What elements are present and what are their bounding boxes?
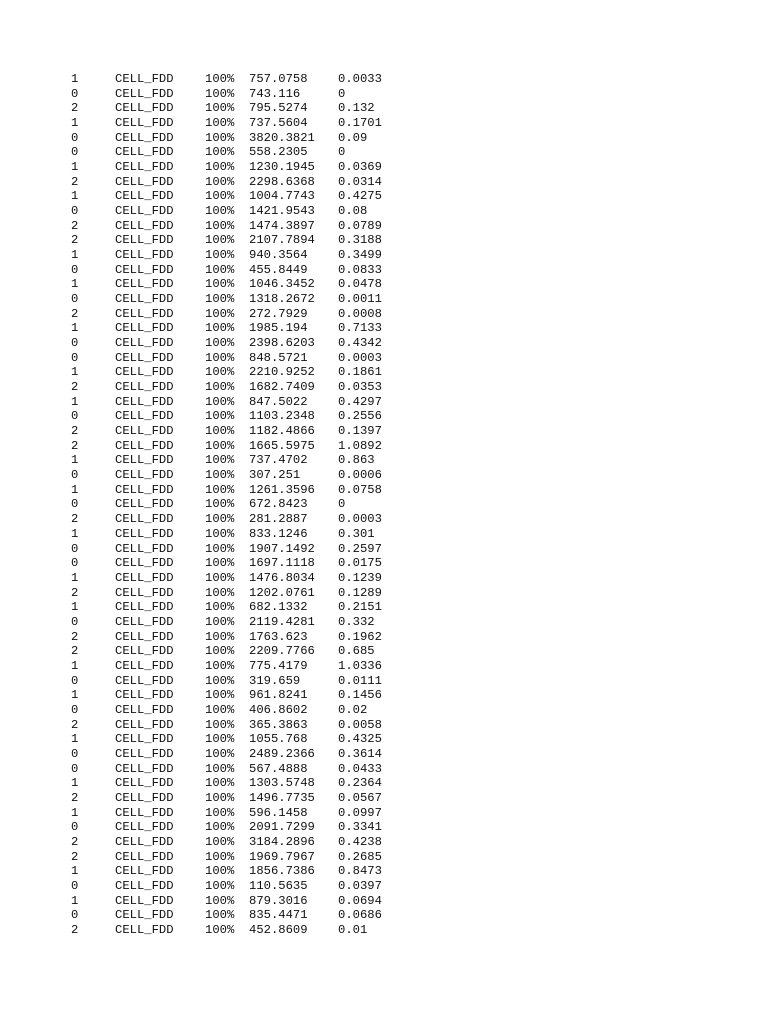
percentage: 100% bbox=[205, 820, 235, 835]
row-index: 2 bbox=[71, 438, 79, 453]
cell-type: CELL_FDD bbox=[115, 174, 174, 189]
percentage: 100% bbox=[205, 160, 235, 175]
cell-type: CELL_FDD bbox=[115, 365, 174, 380]
cell-type: CELL_FDD bbox=[115, 761, 174, 776]
row-index: 2 bbox=[71, 629, 79, 644]
rate-value: 0.2151 bbox=[338, 600, 382, 615]
percentage: 100% bbox=[205, 218, 235, 233]
row-index: 0 bbox=[71, 878, 79, 893]
rate-value: 0.0006 bbox=[338, 468, 382, 483]
percentage: 100% bbox=[205, 189, 235, 204]
cell-type: CELL_FDD bbox=[115, 878, 174, 893]
cell-type: CELL_FDD bbox=[115, 336, 174, 351]
percentage: 100% bbox=[205, 365, 235, 380]
row-index: 1 bbox=[71, 864, 79, 879]
row-index: 0 bbox=[71, 556, 79, 571]
row-index: 2 bbox=[71, 218, 79, 233]
percentage: 100% bbox=[205, 878, 235, 893]
percentage: 100% bbox=[205, 497, 235, 512]
percentage: 100% bbox=[205, 644, 235, 659]
rate-value: 0.8473 bbox=[338, 864, 382, 879]
rate-value: 0.0111 bbox=[338, 673, 382, 688]
percentage: 100% bbox=[205, 72, 235, 86]
rate-value: 0.4238 bbox=[338, 834, 382, 849]
cell-type: CELL_FDD bbox=[115, 864, 174, 879]
rate-value: 0.08 bbox=[338, 204, 368, 219]
percentage: 100% bbox=[205, 922, 235, 937]
rate-value: 0.09 bbox=[338, 130, 368, 145]
cell-type: CELL_FDD bbox=[115, 512, 174, 527]
row-index: 1 bbox=[71, 776, 79, 791]
measure-value: 2398.6203 bbox=[249, 336, 315, 351]
measure-value: 272.7929 bbox=[249, 306, 308, 321]
cell-type: CELL_FDD bbox=[115, 482, 174, 497]
row-index: 2 bbox=[71, 424, 79, 439]
measure-value: 3184.2896 bbox=[249, 834, 315, 849]
measure-value: 3820.3821 bbox=[249, 130, 315, 145]
measure-value: 1303.5748 bbox=[249, 776, 315, 791]
measure-value: 2209.7766 bbox=[249, 644, 315, 659]
rate-value: 0.02 bbox=[338, 702, 368, 717]
rate-value: 0.0789 bbox=[338, 218, 382, 233]
percentage: 100% bbox=[205, 350, 235, 365]
row-index: 2 bbox=[71, 512, 79, 527]
cell-type: CELL_FDD bbox=[115, 805, 174, 820]
cell-type: CELL_FDD bbox=[115, 776, 174, 791]
rate-value: 0.0686 bbox=[338, 908, 382, 923]
cell-type: CELL_FDD bbox=[115, 556, 174, 571]
cell-type: CELL_FDD bbox=[115, 673, 174, 688]
rate-value: 0.0758 bbox=[338, 482, 382, 497]
measure-value: 672.8423 bbox=[249, 497, 308, 512]
rate-value: 0.1289 bbox=[338, 585, 382, 600]
cell-type: CELL_FDD bbox=[115, 834, 174, 849]
measure-value: 2119.4281 bbox=[249, 614, 315, 629]
measure-value: 879.3016 bbox=[249, 893, 308, 908]
row-index: 1 bbox=[71, 248, 79, 263]
row-index: 0 bbox=[71, 673, 79, 688]
cell-type: CELL_FDD bbox=[115, 350, 174, 365]
percentage: 100% bbox=[205, 438, 235, 453]
row-index: 1 bbox=[71, 600, 79, 615]
cell-type: CELL_FDD bbox=[115, 292, 174, 307]
cell-type: CELL_FDD bbox=[115, 262, 174, 277]
percentage: 100% bbox=[205, 908, 235, 923]
row-index: 0 bbox=[71, 614, 79, 629]
measure-value: 775.4179 bbox=[249, 658, 308, 673]
percentage: 100% bbox=[205, 673, 235, 688]
measure-value: 452.8609 bbox=[249, 922, 308, 937]
cell-type: CELL_FDD bbox=[115, 820, 174, 835]
measure-value: 1230.1945 bbox=[249, 160, 315, 175]
percentage: 100% bbox=[205, 614, 235, 629]
percentage: 100% bbox=[205, 482, 235, 497]
percentage: 100% bbox=[205, 380, 235, 395]
percentage: 100% bbox=[205, 453, 235, 468]
cell-type: CELL_FDD bbox=[115, 424, 174, 439]
row-index: 1 bbox=[71, 277, 79, 292]
cell-type: CELL_FDD bbox=[115, 86, 174, 101]
percentage: 100% bbox=[205, 834, 235, 849]
rate-value: 0.1962 bbox=[338, 629, 382, 644]
rate-value: 0.2597 bbox=[338, 541, 382, 556]
cell-type: CELL_FDD bbox=[115, 644, 174, 659]
percentage: 100% bbox=[205, 541, 235, 556]
cell-type: CELL_FDD bbox=[115, 160, 174, 175]
measure-value: 567.4888 bbox=[249, 761, 308, 776]
cell-type: CELL_FDD bbox=[115, 702, 174, 717]
row-index: 0 bbox=[71, 130, 79, 145]
rate-value: 0.3499 bbox=[338, 248, 382, 263]
row-index: 1 bbox=[71, 688, 79, 703]
measure-value: 2210.9252 bbox=[249, 365, 315, 380]
row-index: 0 bbox=[71, 746, 79, 761]
cell-type: CELL_FDD bbox=[115, 732, 174, 747]
cell-type: CELL_FDD bbox=[115, 145, 174, 160]
row-index: 0 bbox=[71, 86, 79, 101]
measure-value: 1055.768 bbox=[249, 732, 308, 747]
percentage: 100% bbox=[205, 790, 235, 805]
cell-type: CELL_FDD bbox=[115, 409, 174, 424]
percentage: 100% bbox=[205, 746, 235, 761]
rate-value: 0 bbox=[338, 86, 346, 101]
cell-type: CELL_FDD bbox=[115, 790, 174, 805]
cell-type: CELL_FDD bbox=[115, 204, 174, 219]
rate-value: 0.1239 bbox=[338, 570, 382, 585]
row-index: 2 bbox=[71, 174, 79, 189]
rate-value: 0.0033 bbox=[338, 72, 382, 86]
measure-value: 307.251 bbox=[249, 468, 301, 483]
rate-value: 0.4325 bbox=[338, 732, 382, 747]
percentage: 100% bbox=[205, 658, 235, 673]
percentage: 100% bbox=[205, 145, 235, 160]
row-index: 0 bbox=[71, 908, 79, 923]
measure-value: 737.5604 bbox=[249, 116, 308, 131]
measure-value: 682.1332 bbox=[249, 600, 308, 615]
rate-value: 0.2685 bbox=[338, 849, 382, 864]
percentage: 100% bbox=[205, 204, 235, 219]
measure-value: 835.4471 bbox=[249, 908, 308, 923]
percentage: 100% bbox=[205, 233, 235, 248]
measure-value: 455.8449 bbox=[249, 262, 308, 277]
measure-value: 848.5721 bbox=[249, 350, 308, 365]
row-index: 0 bbox=[71, 409, 79, 424]
row-index: 1 bbox=[71, 365, 79, 380]
row-index: 2 bbox=[71, 922, 79, 937]
row-index: 2 bbox=[71, 790, 79, 805]
rate-value: 0.0369 bbox=[338, 160, 382, 175]
row-index: 1 bbox=[71, 453, 79, 468]
percentage: 100% bbox=[205, 262, 235, 277]
measure-value: 847.5022 bbox=[249, 394, 308, 409]
row-index: 0 bbox=[71, 541, 79, 556]
row-index: 2 bbox=[71, 834, 79, 849]
cell-type: CELL_FDD bbox=[115, 541, 174, 556]
row-index: 0 bbox=[71, 468, 79, 483]
percentage: 100% bbox=[205, 776, 235, 791]
rate-value: 0.1456 bbox=[338, 688, 382, 703]
cell-type: CELL_FDD bbox=[115, 394, 174, 409]
measure-value: 1261.3596 bbox=[249, 482, 315, 497]
rate-value: 1.0336 bbox=[338, 658, 382, 673]
cell-type: CELL_FDD bbox=[115, 130, 174, 145]
measure-value: 1697.1118 bbox=[249, 556, 315, 571]
rate-value: 0.0011 bbox=[338, 292, 382, 307]
cell-type: CELL_FDD bbox=[115, 908, 174, 923]
measure-value: 1682.7409 bbox=[249, 380, 315, 395]
measure-value: 1202.0761 bbox=[249, 585, 315, 600]
percentage: 100% bbox=[205, 292, 235, 307]
percentage: 100% bbox=[205, 248, 235, 263]
row-index: 1 bbox=[71, 189, 79, 204]
percentage: 100% bbox=[205, 585, 235, 600]
percentage: 100% bbox=[205, 424, 235, 439]
row-index: 2 bbox=[71, 644, 79, 659]
cell-type: CELL_FDD bbox=[115, 658, 174, 673]
cell-type: CELL_FDD bbox=[115, 306, 174, 321]
row-index: 0 bbox=[71, 497, 79, 512]
row-index: 1 bbox=[71, 893, 79, 908]
cell-type: CELL_FDD bbox=[115, 585, 174, 600]
cell-type: CELL_FDD bbox=[115, 380, 174, 395]
cell-type: CELL_FDD bbox=[115, 600, 174, 615]
percentage: 100% bbox=[205, 849, 235, 864]
cell-type: CELL_FDD bbox=[115, 849, 174, 864]
rate-value: 0.0314 bbox=[338, 174, 382, 189]
measure-value: 1476.8034 bbox=[249, 570, 315, 585]
cell-type: CELL_FDD bbox=[115, 893, 174, 908]
measure-value: 281.2887 bbox=[249, 512, 308, 527]
rate-value: 0.3188 bbox=[338, 233, 382, 248]
percentage: 100% bbox=[205, 717, 235, 732]
row-index: 1 bbox=[71, 321, 79, 336]
measure-value: 1103.2348 bbox=[249, 409, 315, 424]
rate-value: 0.0567 bbox=[338, 790, 382, 805]
cell-type: CELL_FDD bbox=[115, 248, 174, 263]
measure-value: 1985.194 bbox=[249, 321, 308, 336]
rate-value: 0.0694 bbox=[338, 893, 382, 908]
rate-value: 0.332 bbox=[338, 614, 375, 629]
row-index: 2 bbox=[71, 849, 79, 864]
measure-value: 737.4702 bbox=[249, 453, 308, 468]
percentage: 100% bbox=[205, 306, 235, 321]
row-index: 0 bbox=[71, 702, 79, 717]
measure-value: 558.2305 bbox=[249, 145, 308, 160]
rate-value: 0 bbox=[338, 497, 346, 512]
percentage: 100% bbox=[205, 526, 235, 541]
cell-type: CELL_FDD bbox=[115, 218, 174, 233]
percentage: 100% bbox=[205, 468, 235, 483]
row-index: 1 bbox=[71, 482, 79, 497]
percentage: 100% bbox=[205, 761, 235, 776]
cell-type: CELL_FDD bbox=[115, 922, 174, 937]
rate-value: 0.7133 bbox=[338, 321, 382, 336]
rate-value: 0.0003 bbox=[338, 512, 382, 527]
percentage: 100% bbox=[205, 805, 235, 820]
percentage: 100% bbox=[205, 600, 235, 615]
rate-value: 0.0175 bbox=[338, 556, 382, 571]
percentage: 100% bbox=[205, 570, 235, 585]
rate-value: 0.1397 bbox=[338, 424, 382, 439]
rate-value: 0.0433 bbox=[338, 761, 382, 776]
row-index: 0 bbox=[71, 292, 79, 307]
measure-value: 1004.7743 bbox=[249, 189, 315, 204]
rate-value: 0.0997 bbox=[338, 805, 382, 820]
rate-value: 0.3614 bbox=[338, 746, 382, 761]
percentage: 100% bbox=[205, 512, 235, 527]
measure-value: 1907.1492 bbox=[249, 541, 315, 556]
percentage: 100% bbox=[205, 556, 235, 571]
cell-type: CELL_FDD bbox=[115, 233, 174, 248]
row-index: 2 bbox=[71, 717, 79, 732]
percentage: 100% bbox=[205, 336, 235, 351]
rate-value: 0.863 bbox=[338, 453, 375, 468]
percentage: 100% bbox=[205, 277, 235, 292]
measure-value: 2091.7299 bbox=[249, 820, 315, 835]
percentage: 100% bbox=[205, 629, 235, 644]
rate-value: 0.4342 bbox=[338, 336, 382, 351]
measure-value: 1182.4866 bbox=[249, 424, 315, 439]
measure-value: 795.5274 bbox=[249, 101, 308, 116]
rate-value: 0.0353 bbox=[338, 380, 382, 395]
measure-value: 319.659 bbox=[249, 673, 301, 688]
measure-value: 2489.2366 bbox=[249, 746, 315, 761]
measure-value: 2107.7894 bbox=[249, 233, 315, 248]
rate-value: 0.4275 bbox=[338, 189, 382, 204]
row-index: 0 bbox=[71, 262, 79, 277]
measure-value: 596.1458 bbox=[249, 805, 308, 820]
measure-value: 1763.623 bbox=[249, 629, 308, 644]
rate-value: 0.4297 bbox=[338, 394, 382, 409]
percentage: 100% bbox=[205, 394, 235, 409]
measure-value: 1969.7967 bbox=[249, 849, 315, 864]
row-index: 1 bbox=[71, 526, 79, 541]
measure-value: 2298.6368 bbox=[249, 174, 315, 189]
rate-value: 0 bbox=[338, 145, 346, 160]
row-index: 2 bbox=[71, 585, 79, 600]
row-index: 0 bbox=[71, 204, 79, 219]
row-index: 1 bbox=[71, 658, 79, 673]
row-index: 0 bbox=[71, 336, 79, 351]
cell-type: CELL_FDD bbox=[115, 614, 174, 629]
rate-value: 0.0478 bbox=[338, 277, 382, 292]
row-index: 2 bbox=[71, 101, 79, 116]
row-index: 0 bbox=[71, 145, 79, 160]
cell-type: CELL_FDD bbox=[115, 101, 174, 116]
row-index: 0 bbox=[71, 350, 79, 365]
percentage: 100% bbox=[205, 409, 235, 424]
percentage: 100% bbox=[205, 101, 235, 116]
row-index: 2 bbox=[71, 380, 79, 395]
rate-value: 0.01 bbox=[338, 922, 368, 937]
percentage: 100% bbox=[205, 321, 235, 336]
row-index: 1 bbox=[71, 732, 79, 747]
rate-value: 0.1701 bbox=[338, 116, 382, 131]
rate-value: 0.2556 bbox=[338, 409, 382, 424]
rate-value: 1.0892 bbox=[338, 438, 382, 453]
percentage: 100% bbox=[205, 893, 235, 908]
measure-value: 1856.7386 bbox=[249, 864, 315, 879]
measure-value: 406.8602 bbox=[249, 702, 308, 717]
measure-value: 1046.3452 bbox=[249, 277, 315, 292]
measure-value: 833.1246 bbox=[249, 526, 308, 541]
percentage: 100% bbox=[205, 86, 235, 101]
measure-value: 940.3564 bbox=[249, 248, 308, 263]
measure-value: 110.5635 bbox=[249, 878, 308, 893]
measure-value: 1474.3897 bbox=[249, 218, 315, 233]
rate-value: 0.1861 bbox=[338, 365, 382, 380]
rate-value: 0.3341 bbox=[338, 820, 382, 835]
rate-value: 0.0003 bbox=[338, 350, 382, 365]
rate-value: 0.301 bbox=[338, 526, 375, 541]
cell-type: CELL_FDD bbox=[115, 321, 174, 336]
percentage: 100% bbox=[205, 130, 235, 145]
rate-value: 0.0008 bbox=[338, 306, 382, 321]
cell-type: CELL_FDD bbox=[115, 438, 174, 453]
rate-value: 0.132 bbox=[338, 101, 375, 116]
rate-value: 0.685 bbox=[338, 644, 375, 659]
row-index: 1 bbox=[71, 72, 79, 86]
cell-type: CELL_FDD bbox=[115, 72, 174, 86]
rate-value: 0.2364 bbox=[338, 776, 382, 791]
row-index: 2 bbox=[71, 306, 79, 321]
rate-value: 0.0833 bbox=[338, 262, 382, 277]
row-index: 1 bbox=[71, 394, 79, 409]
row-index: 0 bbox=[71, 761, 79, 776]
rate-value: 0.0058 bbox=[338, 717, 382, 732]
measure-value: 757.0758 bbox=[249, 72, 308, 86]
measure-value: 961.8241 bbox=[249, 688, 308, 703]
row-index: 1 bbox=[71, 570, 79, 585]
measure-value: 365.3863 bbox=[249, 717, 308, 732]
cell-type: CELL_FDD bbox=[115, 497, 174, 512]
measure-value: 1421.9543 bbox=[249, 204, 315, 219]
cell-type: CELL_FDD bbox=[115, 717, 174, 732]
rate-value: 0.0397 bbox=[338, 878, 382, 893]
measure-value: 743.116 bbox=[249, 86, 301, 101]
cell-type: CELL_FDD bbox=[115, 746, 174, 761]
row-index: 1 bbox=[71, 805, 79, 820]
percentage: 100% bbox=[205, 174, 235, 189]
percentage: 100% bbox=[205, 732, 235, 747]
percentage: 100% bbox=[205, 116, 235, 131]
measure-value: 1318.2672 bbox=[249, 292, 315, 307]
cell-type: CELL_FDD bbox=[115, 468, 174, 483]
row-index: 1 bbox=[71, 160, 79, 175]
percentage: 100% bbox=[205, 688, 235, 703]
cell-type: CELL_FDD bbox=[115, 688, 174, 703]
percentage: 100% bbox=[205, 702, 235, 717]
measure-value: 1496.7735 bbox=[249, 790, 315, 805]
row-index: 0 bbox=[71, 820, 79, 835]
cell-type: CELL_FDD bbox=[115, 189, 174, 204]
percentage: 100% bbox=[205, 864, 235, 879]
row-index: 1 bbox=[71, 116, 79, 131]
measure-value: 1665.5975 bbox=[249, 438, 315, 453]
row-index: 2 bbox=[71, 233, 79, 248]
cell-type: CELL_FDD bbox=[115, 570, 174, 585]
cell-type: CELL_FDD bbox=[115, 277, 174, 292]
cell-type: CELL_FDD bbox=[115, 526, 174, 541]
cell-type: CELL_FDD bbox=[115, 116, 174, 131]
cell-type: CELL_FDD bbox=[115, 629, 174, 644]
cell-type: CELL_FDD bbox=[115, 453, 174, 468]
